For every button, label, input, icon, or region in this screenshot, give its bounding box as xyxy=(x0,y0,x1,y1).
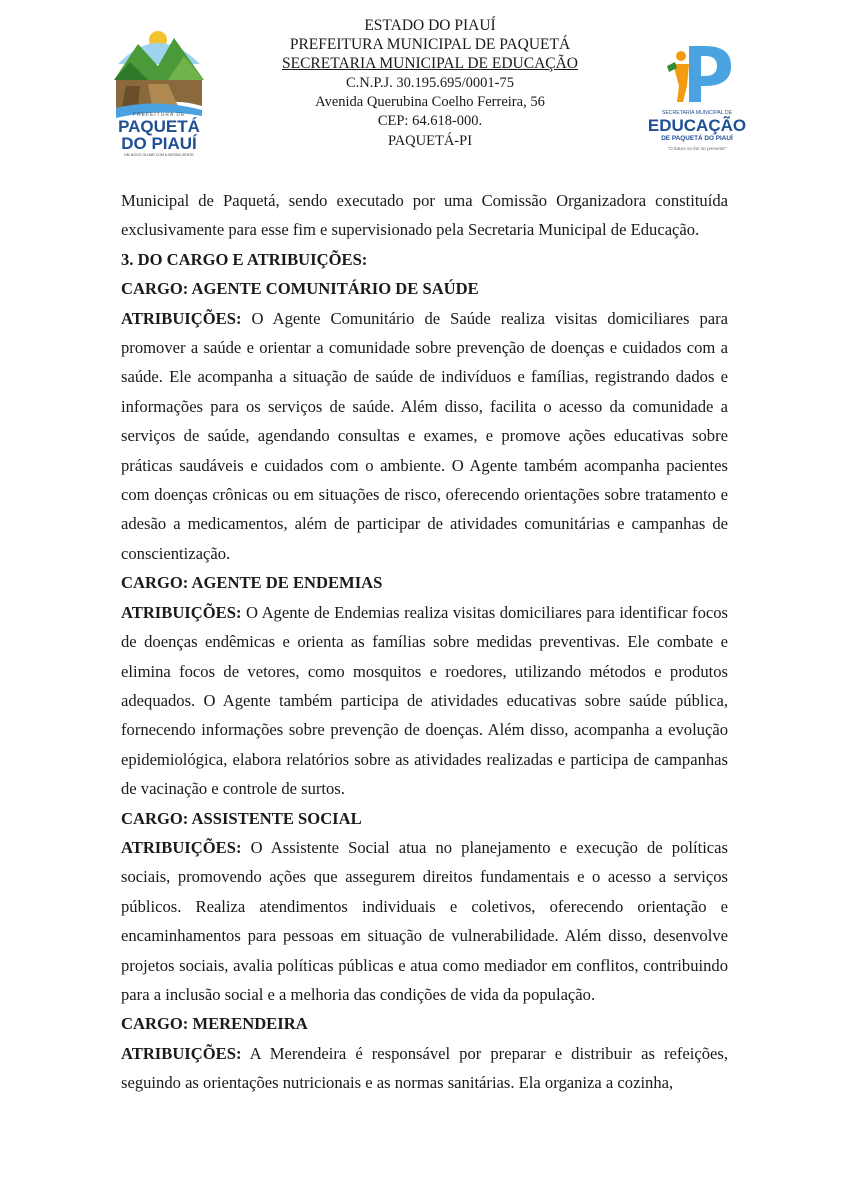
attributions-label: ATRIBUIÇÕES: xyxy=(121,308,242,328)
cargo-description xyxy=(121,1039,728,1098)
letterhead-text xyxy=(250,16,610,151)
intro-paragraph: Municipal de Paquetá, sendo executado por uma Comissão Organizadora constituída exclusivamente para esse fim e supervisionado pela Secretaria Municipal de Educação. xyxy=(121,191,728,240)
cargo-title: CARGO: MERENDEIRA xyxy=(121,1014,308,1034)
header-cnpj: C.N.P.J. 30.195.695/0001-75 xyxy=(346,74,514,91)
header-prefeitura: PREFEITURA MUNICIPAL DE PAQUETÁ xyxy=(289,36,571,54)
section-title: 3. DO CARGO E ATRIBUIÇÕES: xyxy=(121,249,368,269)
cargo-description-text: A Merendeira é responsável por preparar e distribuir as refeições, seguindo as orientações nutricionais e as normas sanitárias. Ela organiza a cozinha, xyxy=(121,1043,728,1093)
logo-left-tagline: UM NOVO OLHAR COM A NOSSA GENTE xyxy=(124,153,194,157)
cargo-description-text: O Agente Comunitário de Saúde realiza visitas domiciliares para promover a saúde e orientar a comunidade sobre prevenção de doenças e cuidados com a saúde. Ele acompanha a situação de saúde de indivíduos e famílias, registrando dados e informações para os serviços de saúde. Além disso, facilita o acesso da comunidade a serviços de saúde, agendando consultas e exames, e promove ações educativas sobre práticas saudáveis e cuidados com o ambiente. O Agente também acompanha pacientes com doenças crônicas ou em situações de risco, oferecendo orientações sobre tratamento e adesão a medicamentos, além de participar de atividades comunitárias e campanhas de conscientização. xyxy=(121,308,728,563)
logo-right-slogan: "O futuro se faz no presente" xyxy=(667,146,727,151)
header-secretaria: SECRETARIA MUNICIPAL DE EDUCAÇÃO xyxy=(281,55,578,73)
logo-left-name-line1: PAQUETÁ xyxy=(118,117,200,136)
prefeitura-logo xyxy=(108,24,210,159)
header-cep: CEP: 64.618-000. xyxy=(377,113,483,130)
attributions-label: ATRIBUIÇÕES: xyxy=(121,1043,242,1063)
logo-right-line1: SECRETARIA MUNICIPAL DE xyxy=(661,110,733,116)
cargo-description xyxy=(121,833,728,1009)
logo-right-line3: DE PAQUETÁ DO PIAUÍ xyxy=(661,135,733,142)
cargo-title: CARGO: AGENTE DE ENDEMIAS xyxy=(121,573,383,593)
logo-right-line2: EDUCAÇÃO xyxy=(647,116,747,135)
attributions-label: ATRIBUIÇÕES: xyxy=(121,837,242,857)
header-address: Avenida Querubina Coelho Ferreira, 56 xyxy=(315,94,545,111)
logo-left-name-line2: DO PIAUÍ xyxy=(121,134,197,153)
cargo-description xyxy=(121,304,728,569)
header-city: PAQUETÁ-PI xyxy=(387,132,473,149)
document-body xyxy=(121,186,728,1098)
cargo-description-text: O Assistente Social atua no planejamento e execução de políticas sociais, promovendo ações que assegurem direitos fundamentais e o acesso a serviços públicos. Realiza atendimentos individuais e coletivos, oferecendo orientação e encaminhamentos para pessoas em situação de vulnerabilidade. Além disso, desenvolve projetos sociais, avalia políticas públicas e atua como mediador em conflitos, contribuindo para a inclusão social e a melhoria das condições de vida da população. xyxy=(121,837,728,1004)
cargo-title: CARGO: AGENTE COMUNITÁRIO DE SAÚDE xyxy=(121,279,479,299)
cargo-title: CARGO: ASSISTENTE SOCIAL xyxy=(121,808,362,828)
cargo-description xyxy=(121,598,728,804)
secretaria-educacao-logo xyxy=(647,42,747,164)
logo-left-top-text: PREFEITURA DE xyxy=(132,112,186,118)
cargo-description-text: O Agente de Endemias realiza visitas domiciliares para identificar focos de doenças endêmicas e orienta as famílias sobre medidas preventivas. Ele combate e elimina focos de vetores, como mosquitos e roedores, utilizando métodos e produtos adequados. O Agente também participa de atividades educativas sobre saúde pública, fornecendo informações sobre prevenção de doenças. Além disso, acompanha a evolução epidemiológica, elabora relatórios sobre as atividades realizadas e participa de campanhas de vacinação e controle de surtos. xyxy=(121,602,728,799)
attributions-label: ATRIBUIÇÕES: xyxy=(121,602,242,622)
secretaria-logo-graphic xyxy=(647,42,747,104)
header-state: ESTADO DO PIAUÍ xyxy=(364,17,496,34)
letterhead xyxy=(0,0,849,175)
